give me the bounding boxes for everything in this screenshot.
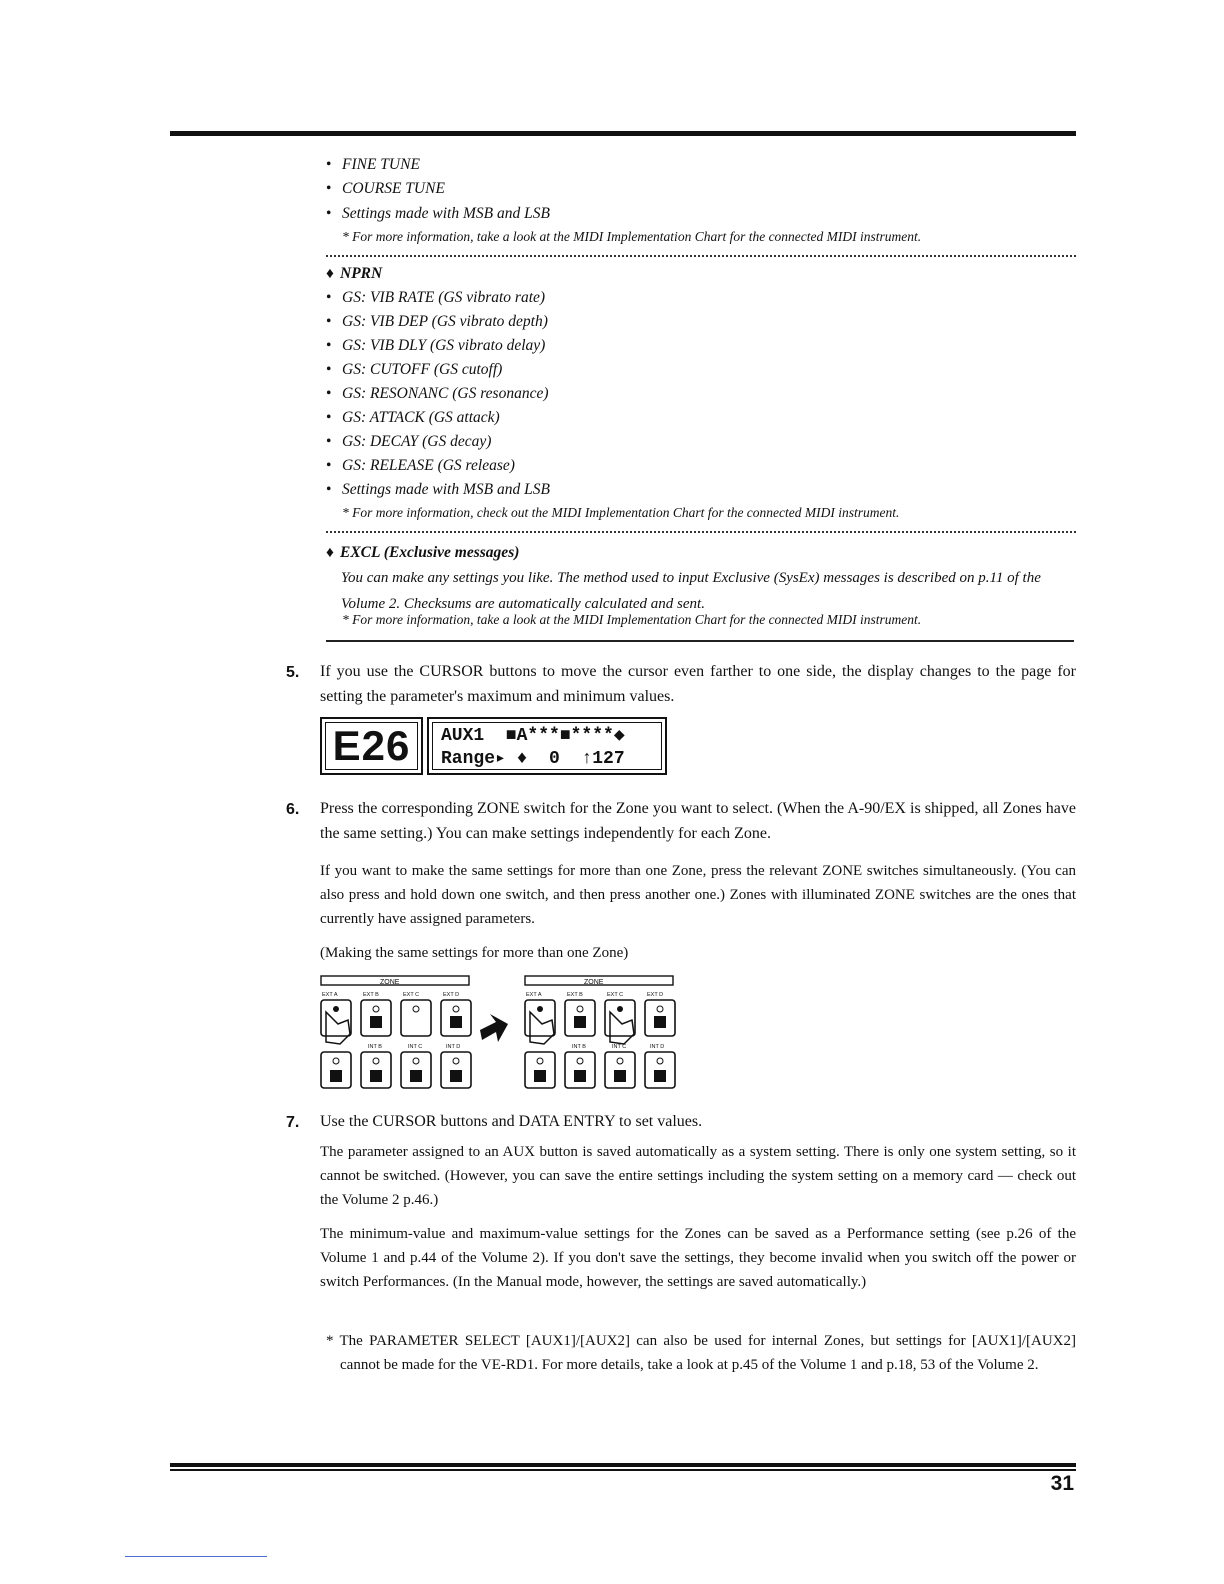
body-paragraph: If you want to make the same settings for more than one Zone, press the relevant ZONE switches simultaneously. (You can also press and hold down one switch, and then press another one.) Zones with illuminated ZONE switches are the ones that currently have assigned parameters. [320,863,1076,927]
lcd-display [427,717,667,775]
lcd-line-1: AUX1 ■A***■****◆ [441,726,625,746]
list-item: • COURSE TUNE [326,180,445,197]
zone-label: EXT D [647,992,664,998]
figure-caption: (Making the same settings for more than one Zone) [320,945,629,961]
body-paragraph: The parameter assigned to an AUX button is saved automatically as a system setting. There is only one system setting, so it cannot be switched. (However, you can save the entire settings including the system setting on a memory card — check out the Volume 2 p.46.) [320,1144,1076,1208]
note-text: * For more information, take a look at the MIDI Implementation Chart for the connected MIDI instrument. [342,612,922,627]
excl-description: You can make any settings you like. The method used to input Exclusive (SysEx) messages is described on p.11 of the Volume 2. Checksums are automatically calculated and sent. [341,570,1041,612]
zone-label: EXT A [322,992,338,998]
display-code-box [320,717,423,775]
list-item: • Settings made with MSB and LSB [326,205,550,222]
section-heading-excl: ♦ EXCL (Exclusive messages) [326,544,520,561]
list-item: • GS: VIB DLY (GS vibrato delay) [326,337,546,354]
zone-label: EXT C [403,992,420,998]
section-divider [326,640,1074,642]
zone-panel-label: ZONE [380,979,400,986]
step-text: Use the CURSOR buttons and DATA ENTRY to set values. [320,1113,703,1130]
footer-line [125,1556,267,1557]
step-text: Press the corresponding ZONE switch for the Zone you want to select. (When the A-90/EX is shipped, all Zones have the same setting.) You can make settings independently for each Zone. [320,800,1076,842]
list-item: • GS: CUTOFF (GS cutoff) [326,361,503,378]
list-item: • GS: DECAY (GS decay) [326,433,492,450]
lcd-line-2: Range▸ ♦ 0 ↑127 [441,749,625,769]
dotted-divider [326,255,1076,257]
page-number: 31 [1050,1472,1074,1495]
step-text: If you use the CURSOR buttons to move the cursor even farther to one side, the display changes to the page for setting the parameter's maximum and minimum values. [320,663,1076,705]
step-number: 5. [286,664,300,681]
top-rule [170,131,1076,136]
zone-label: INT D [446,1044,461,1050]
zone-label: EXT B [567,992,583,998]
bottom-rule [170,1463,1076,1467]
zone-label: EXT C [607,992,624,998]
zone-label: INT B [572,1044,586,1050]
note-text: * For more information, take a look at the MIDI Implementation Chart for the connected MIDI instrument. [342,229,922,244]
list-item: • Settings made with MSB and LSB [326,481,550,498]
dotted-divider [326,531,1076,533]
list-item: • FINE TUNE [326,156,420,173]
zone-label: INT C [408,1044,423,1050]
zone-label: EXT A [526,992,542,998]
step-number: 7. [286,1114,300,1131]
list-item: • GS: VIB RATE (GS vibrato rate) [326,289,546,306]
body-paragraph: The minimum-value and maximum-value settings for the Zones can be saved as a Performance setting (see p.26 of the Volume 1 and p.44 of the Volume 2). If you don't save the settings, they become invalid when you switch off the power or switch Performances. (In the Manual mode, however, the settings are saved automatically.) [320,1226,1076,1290]
zone-label: EXT D [443,992,460,998]
bottom-rule-thin [170,1469,1076,1471]
zone-switch-diagram [318,972,678,1092]
display-code: E26 [332,722,411,769]
section-heading-nprn: ♦ NPRN [326,265,383,282]
zone-label: INT B [368,1044,382,1050]
zone-label: INT C [612,1044,627,1050]
note-text: * For more information, check out the MIDI Implementation Chart for the connected MIDI instrument. [342,505,900,520]
list-item: • GS: VIB DEP (GS vibrato depth) [326,313,548,330]
list-item: • GS: ATTACK (GS attack) [326,409,500,426]
zone-label: EXT B [363,992,379,998]
note-text: * The PARAMETER SELECT [AUX1]/[AUX2] can also be used for internal Zones, but settings for [AUX1]/[AUX2] cannot be made for the VE-RD1. For more details, take a look at p.45 of the Volume 1 and p.18, 53 of the Volume 2. [326,1333,1076,1373]
zone-label: INT D [650,1044,665,1050]
zone-panel-label: ZONE [584,979,604,986]
step-number: 6. [286,801,300,818]
list-item: • GS: RESONANC (GS resonance) [326,385,549,402]
list-item: • GS: RELEASE (GS release) [326,457,515,474]
